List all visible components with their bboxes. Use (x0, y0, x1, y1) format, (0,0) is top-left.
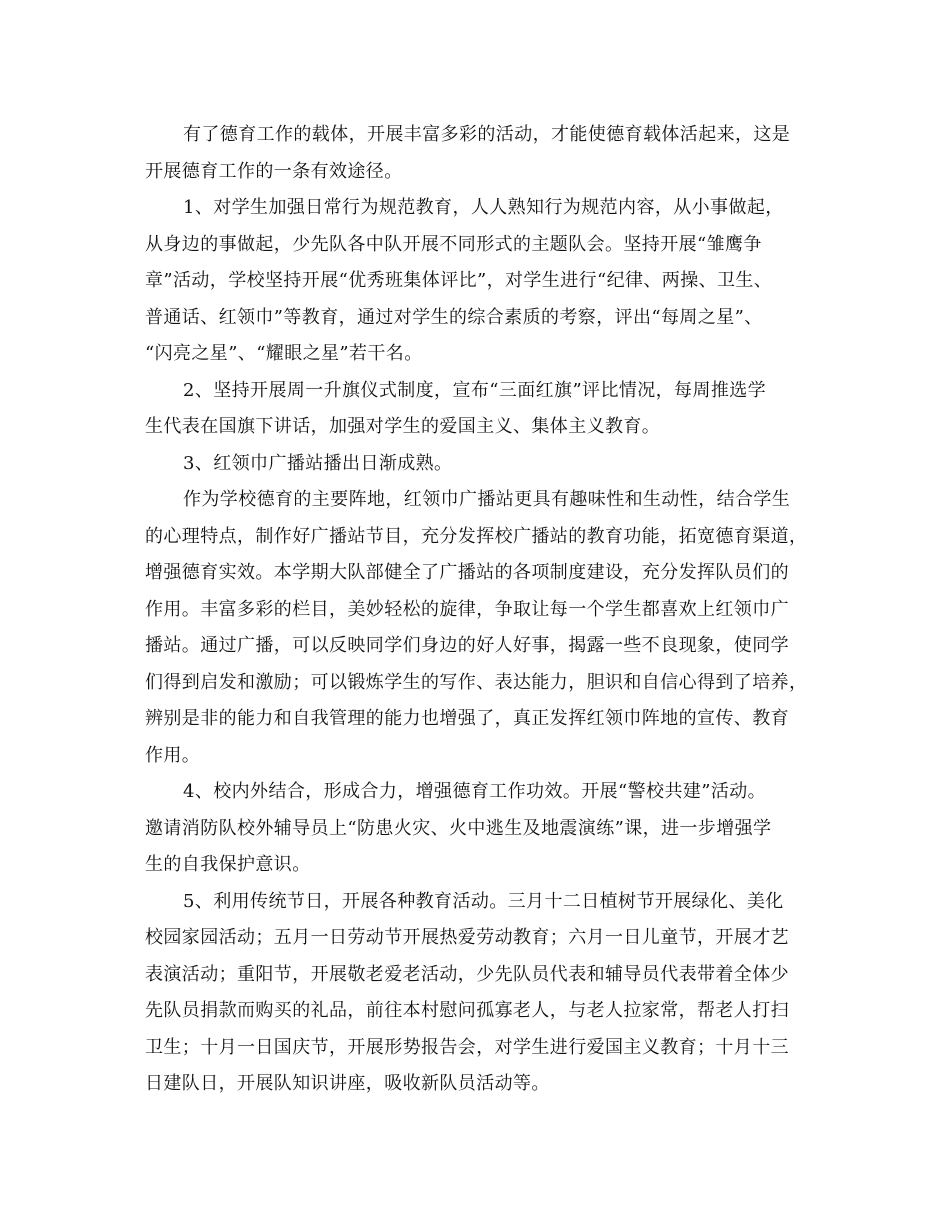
text-line: 3、红领巾广播站播出日渐成熟。 (183, 452, 453, 474)
text-line: 普通话、红领巾”等教育，通过对学生的综合素质的考察，评出“每周之星”、 (145, 306, 763, 328)
text-line: 增强德育实效。本学期大队部健全了广播站的各项制度建设，充分发挥队员们的 (145, 562, 789, 583)
text-line: 先队员捐款而购买的礼品，前往本村慰问孤寡老人，与老人拉家常，帮老人打扫 (145, 1000, 789, 1021)
text-line: 4、校内外结合，形成合力，增强德育工作功效。开展“警校共建”活动。 (183, 781, 767, 802)
text-line: 校园家园活动；五月一日劳动节开展热爱劳动教育；六月一日儿童节，开展才艺 (145, 927, 789, 948)
text-line: 日建队日，开展队知识讲座，吸收新队员活动等。 (145, 1073, 550, 1094)
text-line: 卫生；十月一日国庆节，开展形势报告会，对学生进行爱国主义教育；十月十三 (145, 1036, 789, 1058)
text-line: 5、利用传统节日，开展各种教育活动。三月十二日植树节开展绿化、美化 (183, 890, 784, 912)
text-line: 作为学校德育的主要阵地，红领巾广播站更具有趣味性和生动性，结合学生 (183, 489, 791, 510)
text-line: 们得到启发和激励；可以锻炼学生的写作、表达能力，胆识和自信心得到了培养， (145, 671, 808, 693)
text-line: 生的自我保护意识。 (145, 854, 311, 875)
text-line: 辨别是非的能力和自我管理的能力也增强了，真正发挥红领巾阵地的宣传、教育 (145, 708, 789, 729)
text-line: 邀请消防队校外辅导员上“防患火灾、火中逃生及地震演练”课，进一步增强学 (145, 817, 772, 839)
text-line: 的心理特点，制作好广播站节目，充分发挥校广播站的教育功能，拓宽德育渠道， (145, 525, 808, 547)
text-line: 作用。丰富多彩的栏目，美妙轻松的旋律，争取让每一个学生都喜欢上红领巾广 (145, 598, 789, 620)
text-line: 表演活动；重阳节，开展敬老爱老活动，少先队员代表和辅导员代表带着全体少 (145, 963, 789, 985)
text-line: 1、对学生加强日常行为规范教育，人人熟知行为规范内容，从小事做起， (183, 197, 784, 218)
text-line: “闪亮之星”、“耀眼之星”若干名。 (145, 343, 423, 364)
text-line: 章”活动，学校坚持开展“优秀班集体评比”，对学生进行“纪律、两操、卫生、 (145, 270, 773, 291)
text-line: 2、坚持开展周一升旗仪式制度，宣布“三面红旗”评比情况，每周推选学 (183, 379, 767, 401)
document-body (145, 117, 809, 1103)
text-line: 开展德育工作的一条有效途径。 (145, 160, 403, 182)
text-line: 作用。 (145, 744, 201, 766)
text-line: 有了德育工作的载体，开展丰富多彩的活动，才能使德育载体活起来，这是 (183, 124, 791, 145)
text-line: 从身边的事做起，少先队各中队开展不同形式的主题队会。坚持开展“雏鹰争 (145, 233, 762, 255)
text-line: 生代表在国旗下讲话，加强对学生的爱国主义、集体主义教育。 (145, 416, 661, 437)
text-line: 播站。通过广播，可以反映同学们身边的好人好事，揭露一些不良现象，使同学 (145, 635, 789, 656)
